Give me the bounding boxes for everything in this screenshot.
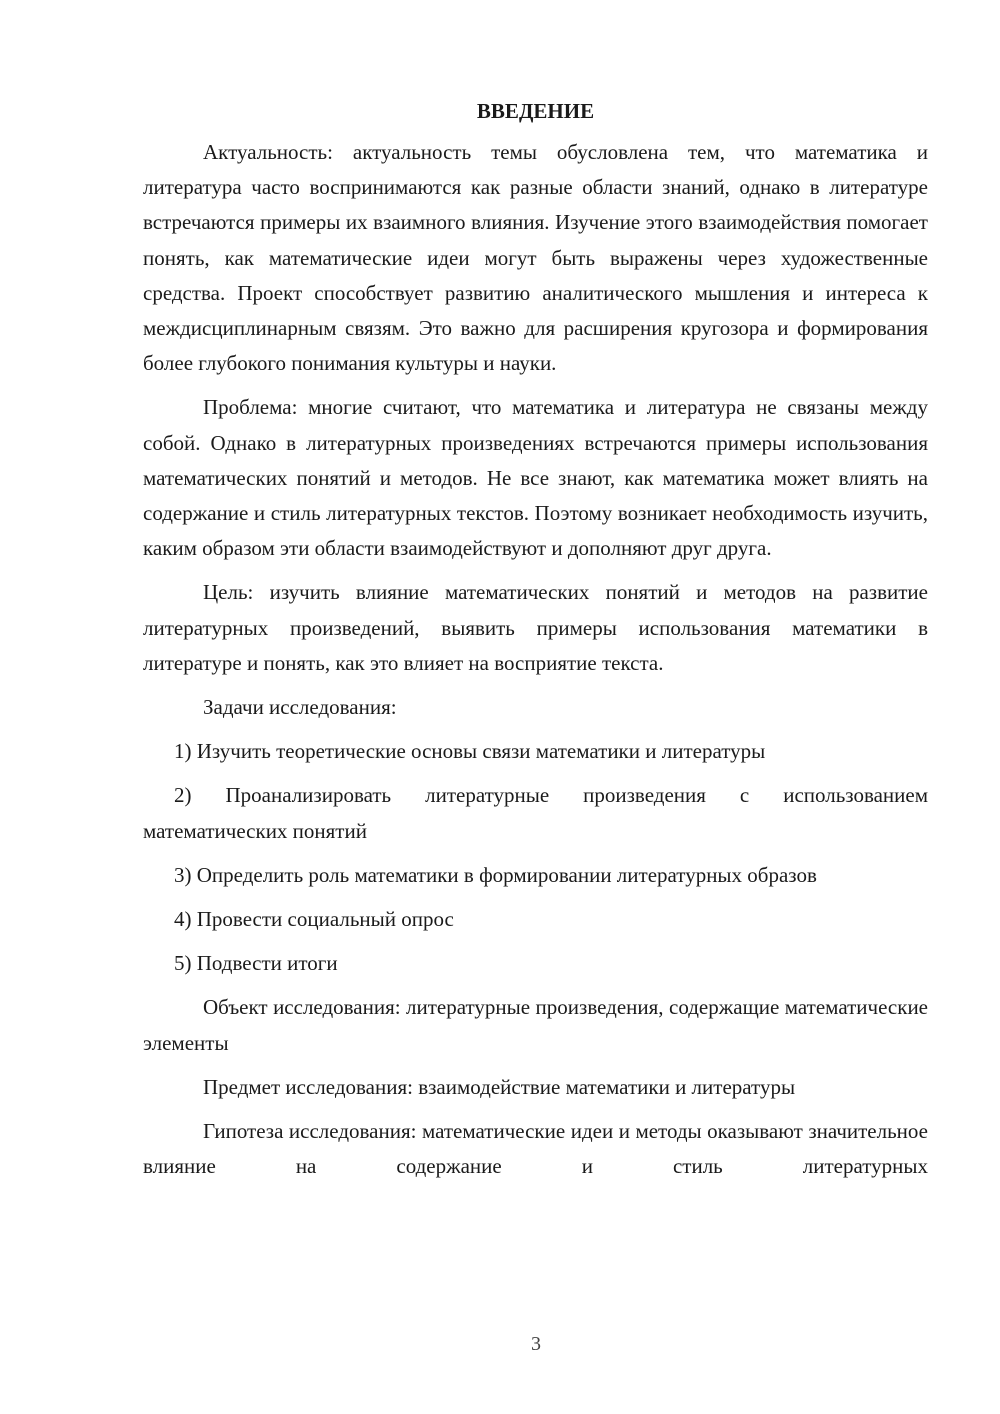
object-paragraph: Объект исследования: литературные произведения, содержащие математические элементы — [143, 995, 928, 1055]
task-item-1: 1) Изучить теоретические основы связи математики и литературы — [174, 739, 766, 764]
task-item-2: 2) Проанализировать литературные произведения с использованием математических понятий — [143, 783, 928, 843]
document-page — [143, 96, 928, 1193]
relevance-paragraph: Актуальность: актуальность темы обусловлена тем, что математика и литература часто воспринимаются как разные области знаний, однако в литературе встречаются примеры их взаимного влияния. Изучение этого взаимодействия помогает понять, как математические идеи могут быть выражены через художественные средства. Проект способствует развитию аналитического мышления и интереса к междисциплинарным связям. Это важно для расширения кругозора и формирования более глубокого понимания культуры и науки. — [143, 140, 928, 376]
page-title: ВВЕДЕНИЕ — [476, 99, 595, 123]
hypothesis-paragraph: Гипотеза исследования: математические идеи и методы оказывают значительное влияние на содержание и стиль литературных — [143, 1119, 928, 1179]
task-item-3: 3) Определить роль математики в формировании литературных образов — [174, 862, 817, 887]
task-item-4: 4) Провести социальный опрос — [174, 907, 454, 932]
problem-paragraph: Проблема: многие считают, что математика и литература не связаны между собой. Однако в литературных произведениях встречаются примеры использования математических понятий и методов. Не все знают, как математика может влиять на содержание и стиль литературных текстов. Поэтому возникает необходимость изучить, каким образом эти области взаимодействуют и дополняют друг друга. — [143, 395, 928, 561]
subject-paragraph: Предмет исследования: взаимодействие математики и литературы — [203, 1074, 796, 1099]
tasks-heading: Задачи исследования: — [203, 695, 397, 720]
task-item-5: 5) Подвести итоги — [174, 951, 338, 976]
goal-paragraph: Цель: изучить влияние математических понятий и методов на развитие литературных произведений, выявить примеры использования математики в литературе и понять, как это влияет на восприятие текста. — [143, 580, 928, 675]
page-number: 3 — [531, 1333, 541, 1355]
